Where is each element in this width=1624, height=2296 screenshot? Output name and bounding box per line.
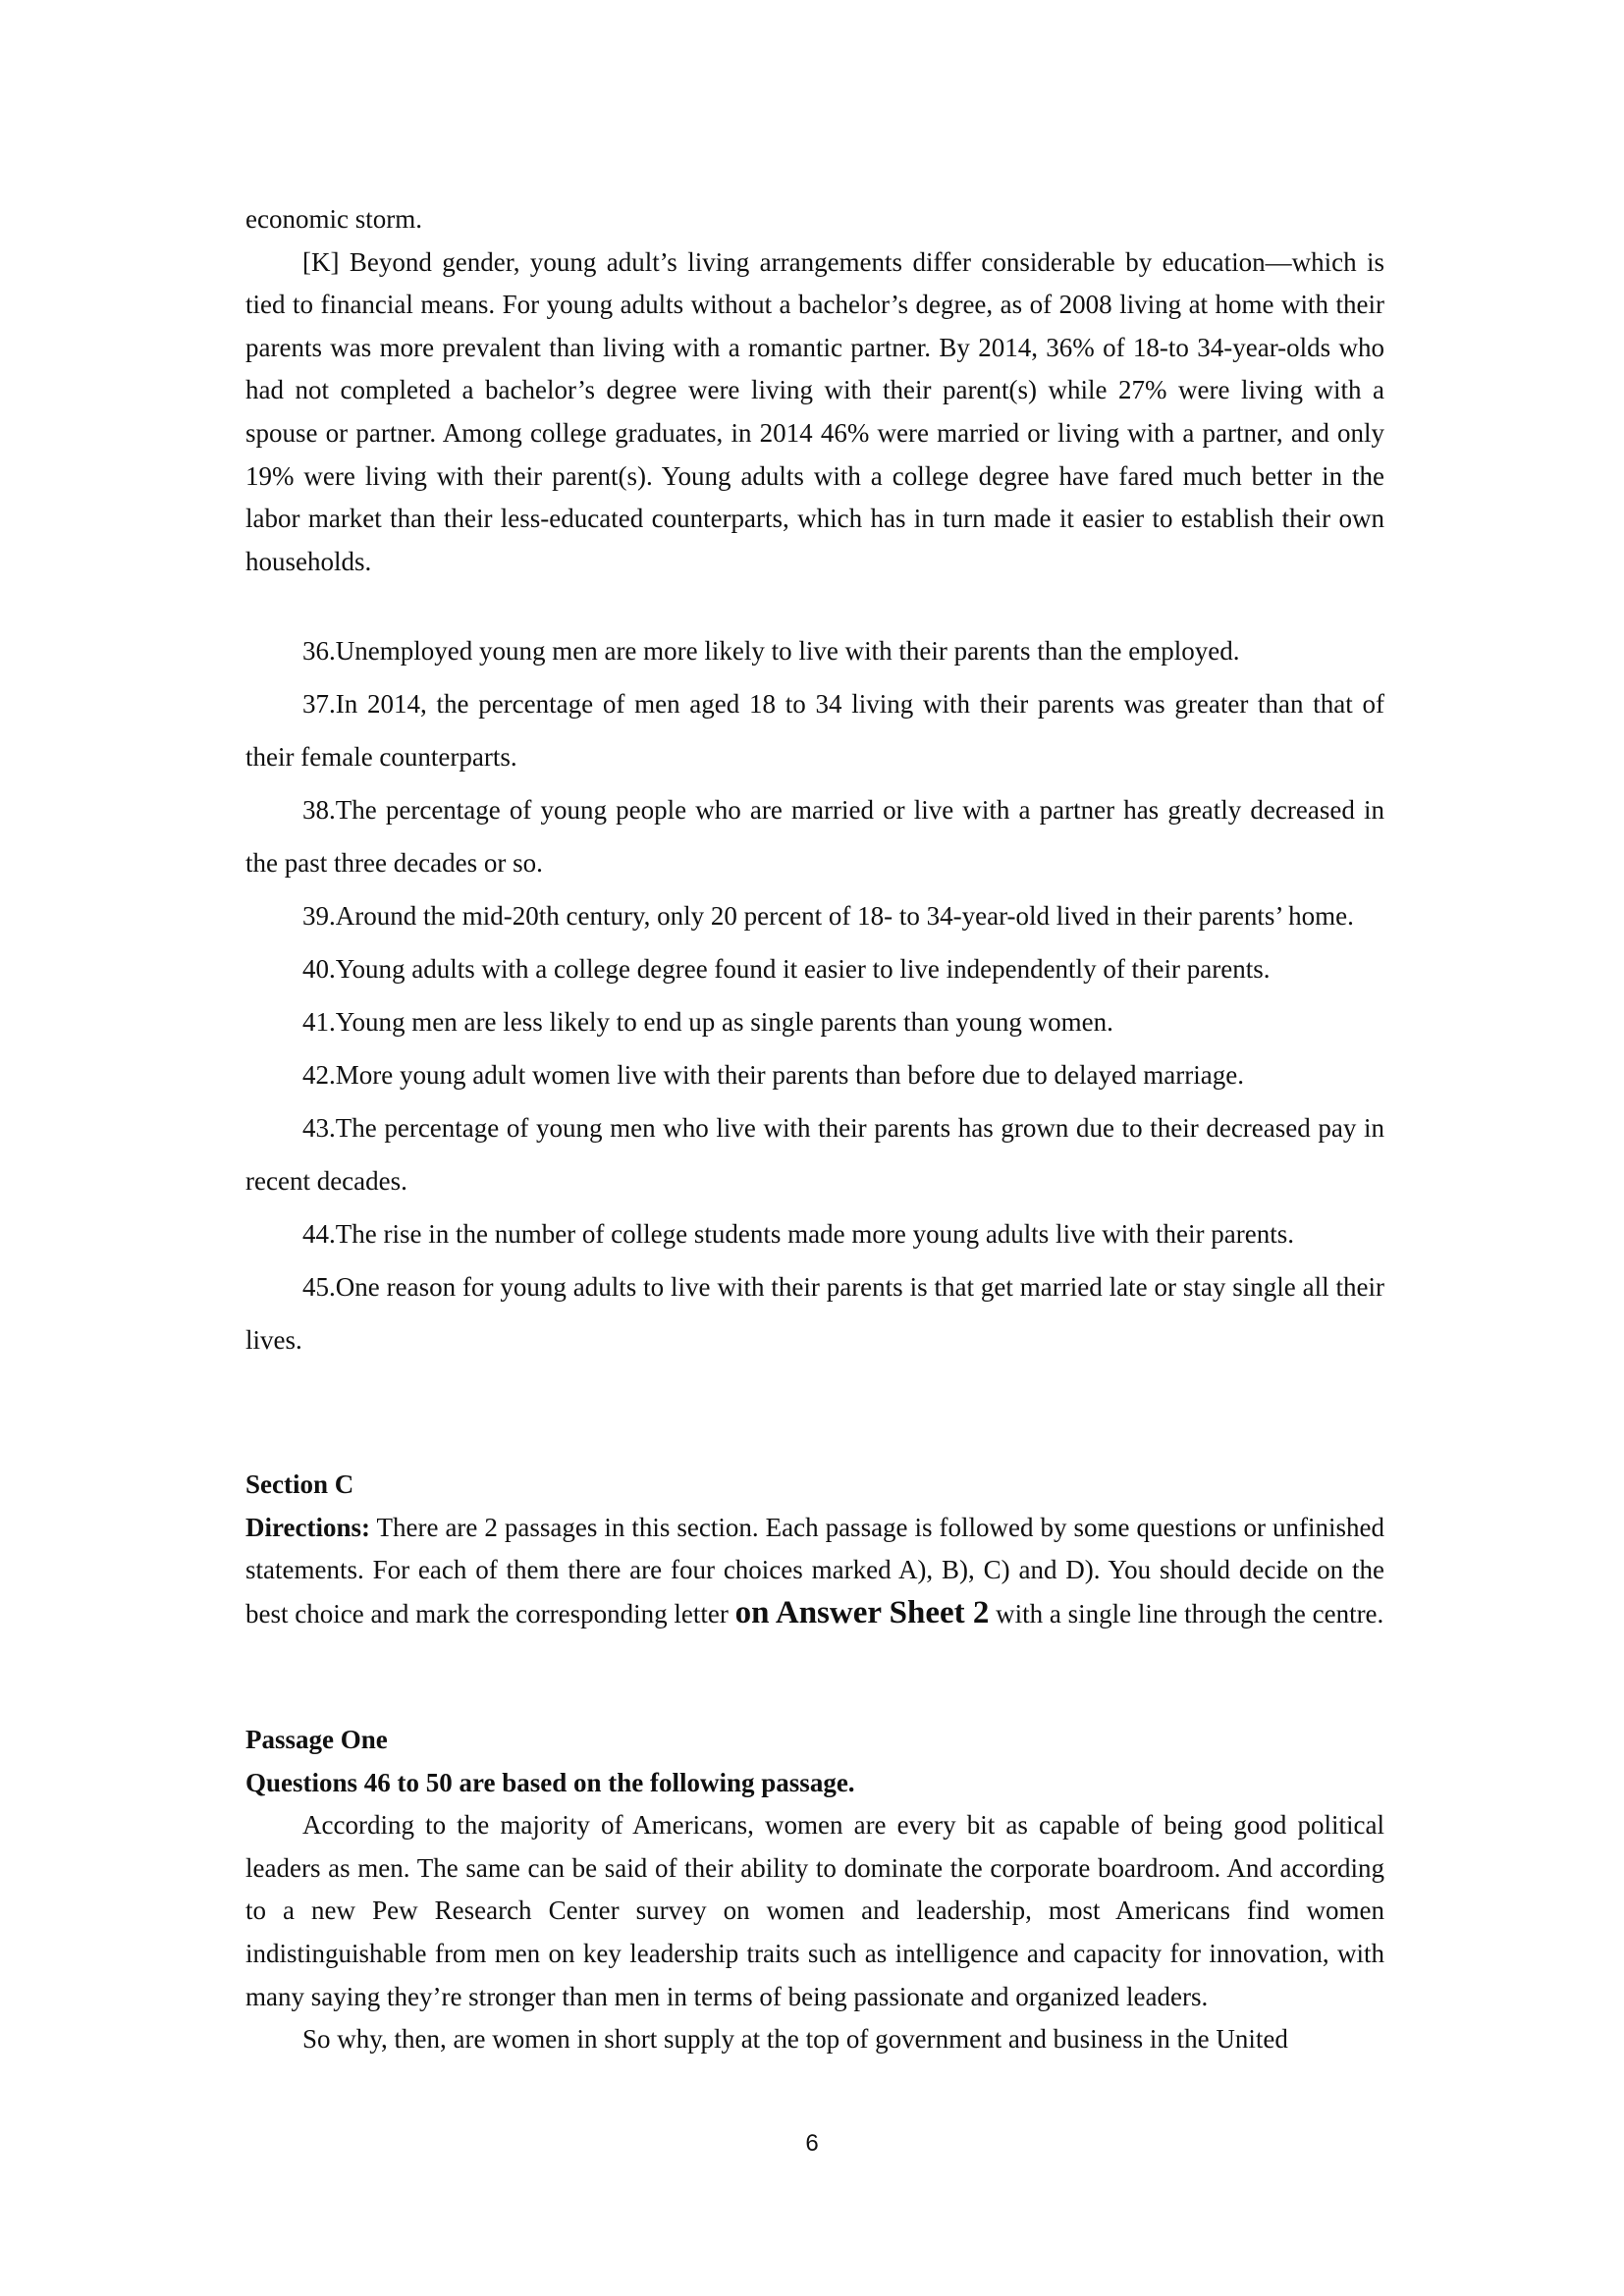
directions-text-2: with a single line through the centre. [989, 1598, 1384, 1629]
directions-text-1: There are 2 passages in this section. Each passage is followed by some questions or unfinished statements. For each of them there are four choices marked A), B), C) and D). You should decide on the best choice and mark the corresponding letter [245, 1512, 1384, 1629]
statement-36: 36.Unemployed young men are more likely to live with their parents than the employed. [302, 636, 1240, 666]
directions-label: Directions: [245, 1512, 370, 1542]
statement-list [245, 624, 1384, 1366]
passage-continuation [245, 198, 1384, 583]
passage-one [245, 1719, 1384, 2061]
statement-41: 41.Young men are less likely to end up as single parents than young women. [302, 1007, 1113, 1037]
page-number: 6 [805, 2130, 819, 2157]
statement-40: 40.Young adults with a college degree found it easier to live independently of their parents. [302, 954, 1271, 984]
statement-45: 45.One reason for young adults to live with their parents is that get married late or stay single all their lives. [245, 1272, 1384, 1355]
section-c [245, 1464, 1384, 1635]
statement-44: 44.The rise in the number of college students made more young adults live with their parents. [302, 1219, 1294, 1249]
section-c-directions [245, 1507, 1384, 1636]
statement-39: 39.Around the mid-20th century, only 20 percent of 18- to 34-year-old lived in their parents’ home. [302, 901, 1354, 931]
answer-sheet-label: on Answer Sheet 2 [734, 1594, 990, 1630]
statement-43: 43.The percentage of young men who live with their parents has grown due to their decreased pay in recent decades. [245, 1113, 1384, 1196]
passage-one-subtitle: Questions 46 to 50 are based on the following passage. [245, 1767, 855, 1797]
passage-one-paragraph-2: So why, then, are women in short supply at the top of government and business in the United [302, 2024, 1288, 2055]
statement-37: 37.In 2014, the percentage of men aged 18 to 34 living with their parents was greater than that of their female counterparts. [245, 689, 1384, 772]
statement-42: 42.More young adult women live with their parents than before due to delayed marriage. [302, 1060, 1244, 1090]
passage-one-title: Passage One [245, 1725, 388, 1754]
paragraph-k: [K] Beyond gender, young adult’s living arrangements differ considerable by education—which is tied to financial means. For young adults without a bachelor’s degree, as of 2008 living at home with their parents was more prevalent than living with a romantic partner. By 2014, 36% of 18-to 34-year-olds who had not completed a bachelor’s degree were living with their parent(s) while 27% were living with a spouse or partner. Among college graduates, in 2014 46% were married or living with a partner, and only 19% were living with their parent(s). Young adults with a college degree have fared much better in the labor market than their less-educated counterparts, which has in turn made it easier to establish their own households. [245, 246, 1384, 576]
section-c-heading: Section C [245, 1469, 354, 1499]
passage-one-paragraph-1: According to the majority of Americans, women are every bit as capable of being good political leaders as men. The same can be said of their ability to dominate the corporate boardroom. And according to a new Pew Research Center survey on women and leadership, most Americans find women indistinguishable from men on key leadership traits such as intelligence and capacity for innovation, with many saying they’re stronger than men in terms of being passionate and organized leaders. [245, 1810, 1384, 2011]
passage-fragment: economic storm. [245, 204, 422, 234]
statement-38: 38.The percentage of young people who are married or live with a partner has greatly decreased in the past three decades or so. [245, 795, 1384, 878]
